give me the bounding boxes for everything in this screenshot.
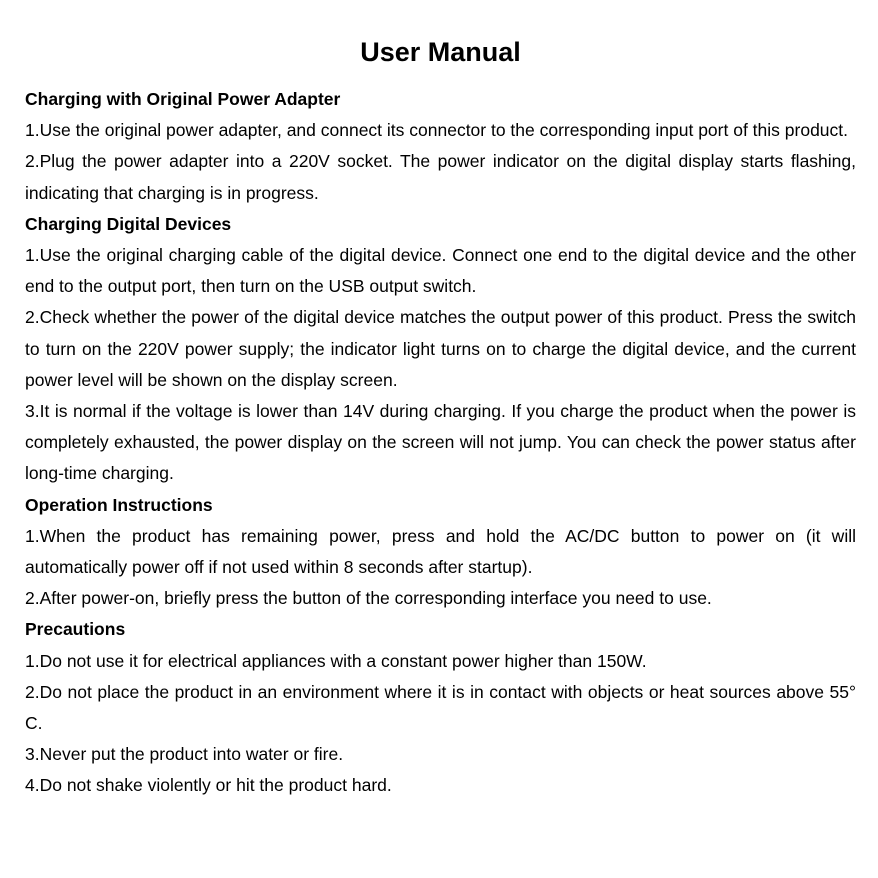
section-heading: Charging with Original Power Adapter [25,89,341,109]
paragraph: 1.Do not use it for electrical appliances with a constant power higher than 150W. [25,650,647,671]
section-charging-devices [25,209,856,490]
paragraph: 4.Do not shake violently or hit the product hard. [25,775,392,796]
paragraph: 2.Do not place the product in an environment where it is in contact with objects or heat sources above 55° C. [25,681,856,734]
manual-page [25,30,856,802]
paragraph: 2.Check whether the power of the digital device matches the output power of this product. Press the switch to turn on the 220V power supply; the indicator light turns on to charge the digital device, and the current power level will be shown on the display screen. [25,307,856,390]
page-title: User Manual [360,37,521,67]
paragraph: 3.It is normal if the voltage is lower than 14V during charging. If you charge the product when the power is completely exhausted, the power display on the screen will not jump. You can check the power status after long-time charging. [25,401,856,484]
paragraph: 1.Use the original charging cable of the digital device. Connect one end to the digital device and the other end to the output port, then turn on the USB output switch. [25,245,856,297]
paragraph: 1.When the product has remaining power, press and hold the AC/DC button to power on (it will automatically power off if not used within 8 seconds after startup). [25,525,856,578]
section-heading: Charging Digital Devices [25,213,232,234]
section-heading: Precautions [25,619,126,640]
paragraph: 2.After power-on, briefly press the button of the corresponding interface you need to use. [25,588,712,609]
paragraph: 1.Use the original power adapter, and connect its connector to the corresponding input port of this product. [25,120,849,141]
section-operation [25,490,856,615]
section-precautions [25,614,856,801]
paragraph: 2.Plug the power adapter into a 220V socket. The power indicator on the digital display starts flashing, indicating that charging is in progress. [25,151,856,203]
section-heading: Operation Instructions [25,494,213,515]
section-charging-adapter [25,84,856,209]
paragraph: 3.Never put the product into water or fire. [25,744,344,765]
